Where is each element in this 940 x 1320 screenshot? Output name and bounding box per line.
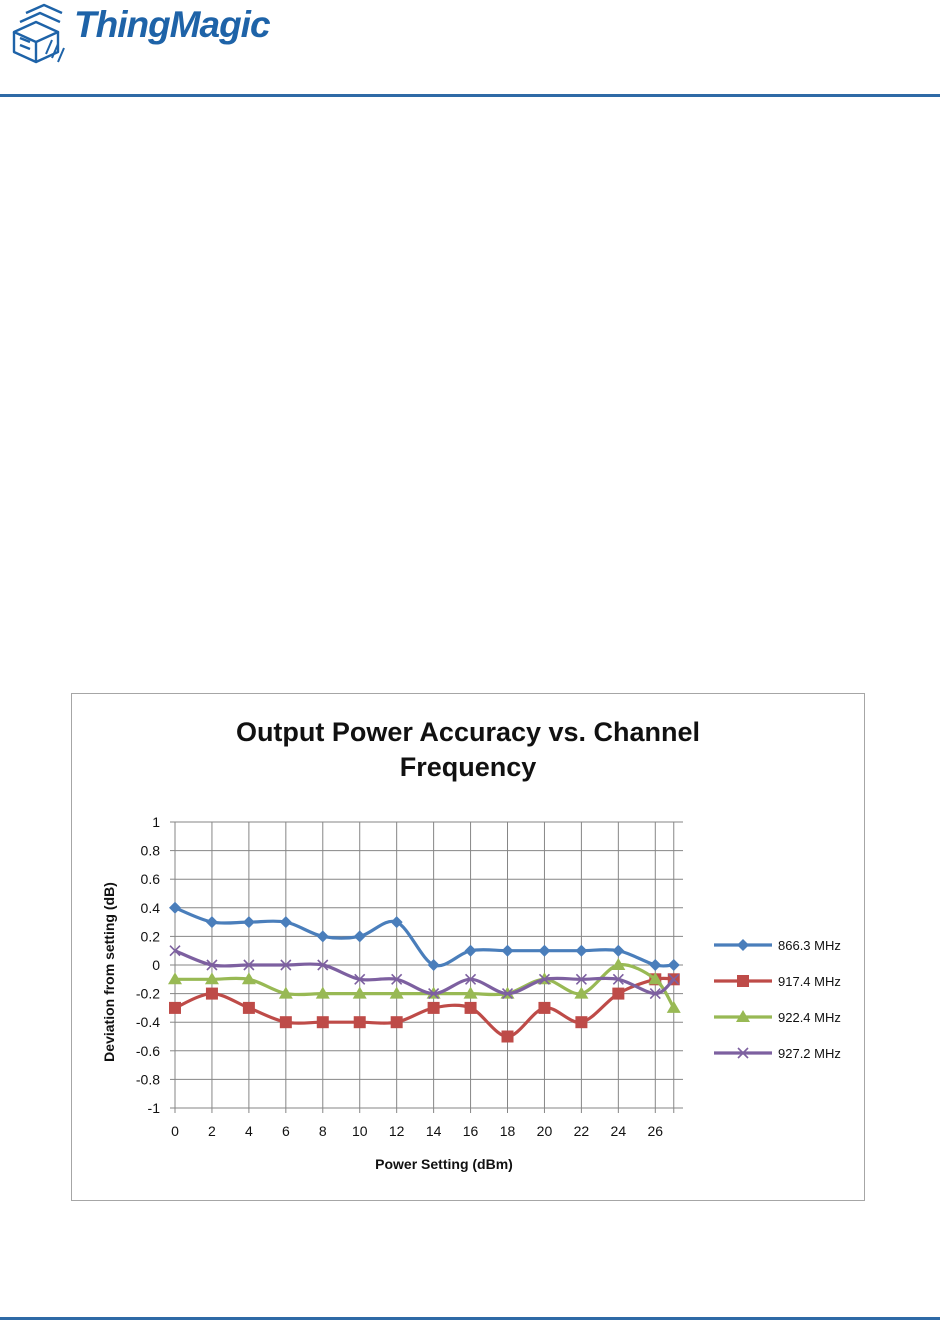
x-tick-label: 18: [499, 1123, 516, 1139]
square-marker: [280, 1016, 292, 1028]
diamond-marker: [317, 930, 329, 942]
legend-item: [714, 1010, 841, 1025]
square-marker: [502, 1031, 514, 1043]
diamond-marker: [280, 916, 292, 928]
y-tick-label: 0.4: [140, 899, 160, 916]
x-tick-label: 12: [388, 1123, 405, 1139]
x-tick-label: 14: [425, 1123, 442, 1139]
line-chart: [72, 694, 864, 1200]
y-tick-label: 0.6: [140, 871, 160, 888]
diamond-marker: [169, 902, 181, 914]
x-tick-label: 20: [536, 1123, 553, 1139]
legend-label: 922.4 MHz: [778, 1010, 841, 1025]
x-tick-label: 6: [281, 1123, 290, 1139]
x-tick-label: 8: [318, 1123, 327, 1139]
x-tick-label: 0: [171, 1123, 179, 1139]
diamond-marker: [612, 945, 624, 957]
stacked-boxes-logo-icon: [6, 2, 72, 68]
chart-series: [168, 902, 681, 1043]
x-tick-label: 26: [647, 1123, 664, 1139]
diamond-marker: [206, 916, 218, 928]
diamond-marker: [465, 945, 477, 957]
series-927-2-mhz: [170, 946, 679, 999]
y-axis-title: Deviation from setting (dB): [101, 882, 117, 1062]
square-marker: [206, 988, 218, 1000]
series-line: [175, 965, 674, 1008]
diamond-marker: [354, 930, 366, 942]
axis-titles: [101, 882, 513, 1172]
square-marker: [575, 1016, 587, 1028]
y-tick-label: -0.8: [135, 1071, 160, 1088]
y-tick-label: -0.2: [135, 985, 160, 1002]
diamond-marker: [668, 959, 680, 971]
chart-title: [236, 717, 700, 782]
legend-label: 917.4 MHz: [778, 974, 841, 989]
y-axis-ticks: [136, 814, 175, 1116]
diamond-marker: [502, 945, 514, 957]
square-marker: [317, 1016, 329, 1028]
diamond-marker: [575, 945, 587, 957]
chart-frame: [71, 693, 865, 1201]
square-marker: [169, 1002, 181, 1014]
chart-title-line: Output Power Accuracy vs. Channel: [235, 717, 701, 747]
brand-logo-text: ThingMagic: [74, 4, 270, 45]
legend-label: 927.2 MHz: [778, 1046, 841, 1061]
square-marker: [612, 988, 624, 1000]
square-marker: [538, 1002, 550, 1014]
chart-title-line: Frequency: [399, 752, 537, 782]
y-tick-label: -0.6: [135, 1042, 160, 1059]
legend-label: 866.3 MHz: [778, 938, 841, 953]
chart-legend: [714, 938, 841, 1061]
x-tick-label: 2: [208, 1123, 216, 1139]
page-header: [0, 0, 940, 96]
x-tick-label: 16: [462, 1123, 479, 1139]
square-marker: [354, 1016, 366, 1028]
header-rule: [0, 94, 940, 97]
legend-item: [714, 974, 841, 989]
y-tick-label: 0: [152, 957, 160, 973]
legend-item: [714, 1046, 841, 1061]
y-tick-label: -1: [147, 1100, 160, 1116]
diamond-marker: [243, 916, 255, 928]
square-marker: [737, 975, 749, 987]
legend-item: [714, 938, 841, 953]
y-tick-label: 1: [152, 814, 160, 830]
triangle-marker: [667, 1001, 681, 1013]
diamond-marker: [737, 939, 749, 951]
x-axis-ticks: [171, 1108, 674, 1139]
square-marker: [465, 1002, 477, 1014]
square-marker: [243, 1002, 255, 1014]
x-tick-label: 24: [610, 1123, 627, 1139]
diamond-marker: [538, 945, 550, 957]
square-marker: [391, 1016, 403, 1028]
x-axis-title: Power Setting (dBm): [375, 1156, 513, 1172]
y-tick-label: 0.2: [140, 928, 160, 945]
x-tick-label: 22: [573, 1123, 590, 1139]
y-tick-label: 0.8: [140, 842, 160, 859]
x-tick-label: 10: [351, 1123, 368, 1139]
series-line: [175, 908, 674, 966]
diamond-marker: [649, 959, 661, 971]
x-tick-label: 4: [244, 1123, 253, 1139]
y-tick-label: -0.4: [135, 1014, 160, 1031]
square-marker: [428, 1002, 440, 1014]
